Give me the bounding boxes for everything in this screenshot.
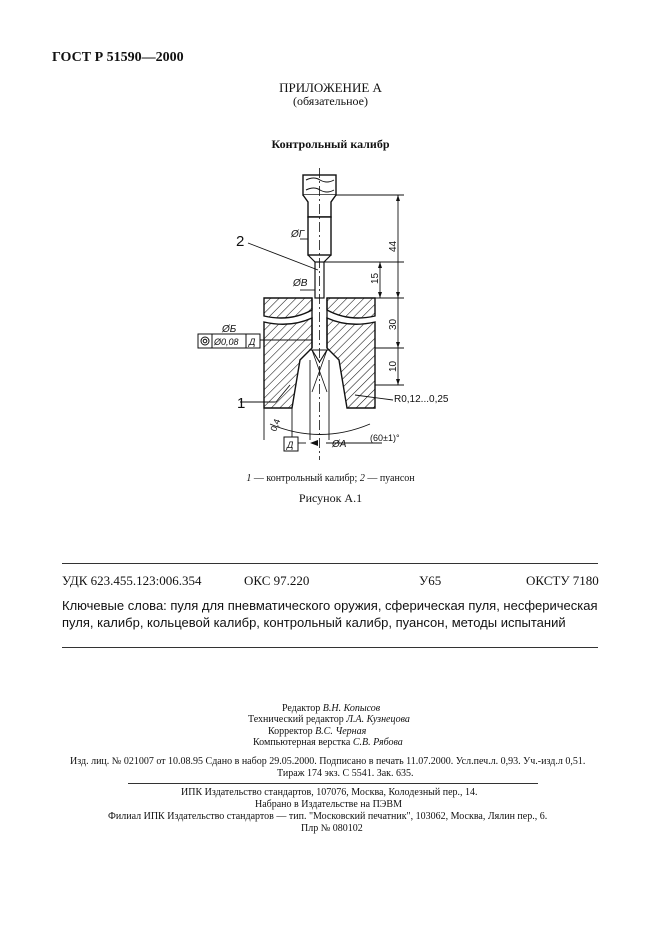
divider-imprint	[128, 783, 538, 784]
figure-title: Контрольный калибр	[271, 137, 390, 151]
credit-corrector: Корректор В.С. Черная	[268, 726, 367, 737]
u-code: У65	[419, 573, 442, 588]
publisher-line-3: Филиал ИПК Издательство стандартов — тип. "Московский печатник", 103062, Москва, Лялин пер., 6.	[108, 811, 548, 822]
imprint-line-1: Изд. лиц. № 021007 от 10.08.95 Сдано в набор 29.05.2000. Подписано в печать 11.07.2000. Усл.печ.л. 0,93. Уч.-изд.л 0,51.	[70, 756, 586, 767]
part-1-label: 1	[237, 395, 246, 412]
oks-code: ОКС 97.220	[244, 573, 310, 588]
chamfer-label: 0,4	[268, 417, 283, 433]
tolerance-ref: Д	[249, 337, 256, 347]
udk-code: УДК 623.455.123:006.354	[62, 573, 202, 588]
credit-tech-editor: Технический редактор Л.А. Кузнецова	[248, 714, 410, 725]
part-2-label: 2	[236, 233, 245, 250]
figure-label: Рисунок А.1	[298, 491, 363, 505]
dim-30-label: 30	[388, 318, 399, 330]
tolerance-value: Ø0,08	[214, 337, 239, 347]
divider-top	[62, 563, 598, 564]
caption-text-2: — пуансон	[364, 473, 415, 484]
radius-label: R0,12...0,25	[394, 394, 449, 405]
caption-text-1: — контрольный калибр;	[251, 473, 360, 484]
appendix-subtitle: (обязательное)	[293, 94, 368, 108]
okstu-code: ОКСТУ 7180	[526, 573, 599, 588]
standard-code: ГОСТ Р 51590—2000	[52, 50, 184, 65]
publisher-line-4: Плр № 080102	[301, 823, 363, 834]
dim-15-label: 15	[370, 272, 381, 284]
caption-num-2: 2	[359, 473, 365, 484]
angle-label: (60±1)°	[370, 433, 400, 443]
credit-layout: Компьютерная верстка С.В. Рябова	[253, 737, 403, 748]
publisher-line-2: Набрано в Издательстве на ПЭВМ	[255, 799, 402, 810]
caption-num-1: 1	[246, 473, 252, 484]
keywords: Ключевые слова: пуля для пневматического оружия, сферическая пуля, несферическая пуля, калибр, кольцевой калибр, контрольный калибр, пуансон, методы испытаний	[62, 598, 598, 630]
dia-b-label: ØБ	[222, 324, 237, 335]
figure-caption	[0, 473, 661, 484]
divider-bottom	[62, 647, 598, 648]
imprint-line-2: Тираж 174 экз. С 5541. Зак. 635.	[277, 768, 414, 779]
appendix-title: ПРИЛОЖЕНИЕ А	[279, 80, 382, 95]
dia-g-label: ØГ	[291, 229, 305, 240]
credit-editor: Редактор В.Н. Копысов	[282, 703, 381, 714]
dia-v-label: ØВ	[293, 278, 308, 289]
dia-a-label: ØA	[332, 439, 347, 450]
datum-label: Д	[287, 440, 294, 450]
publisher-line-1: ИПК Издательство стандартов, 107076, Москва, Колодезный пер., 14.	[181, 787, 478, 798]
dim-44-label: 44	[388, 240, 399, 252]
dim-10-label: 10	[388, 360, 399, 372]
